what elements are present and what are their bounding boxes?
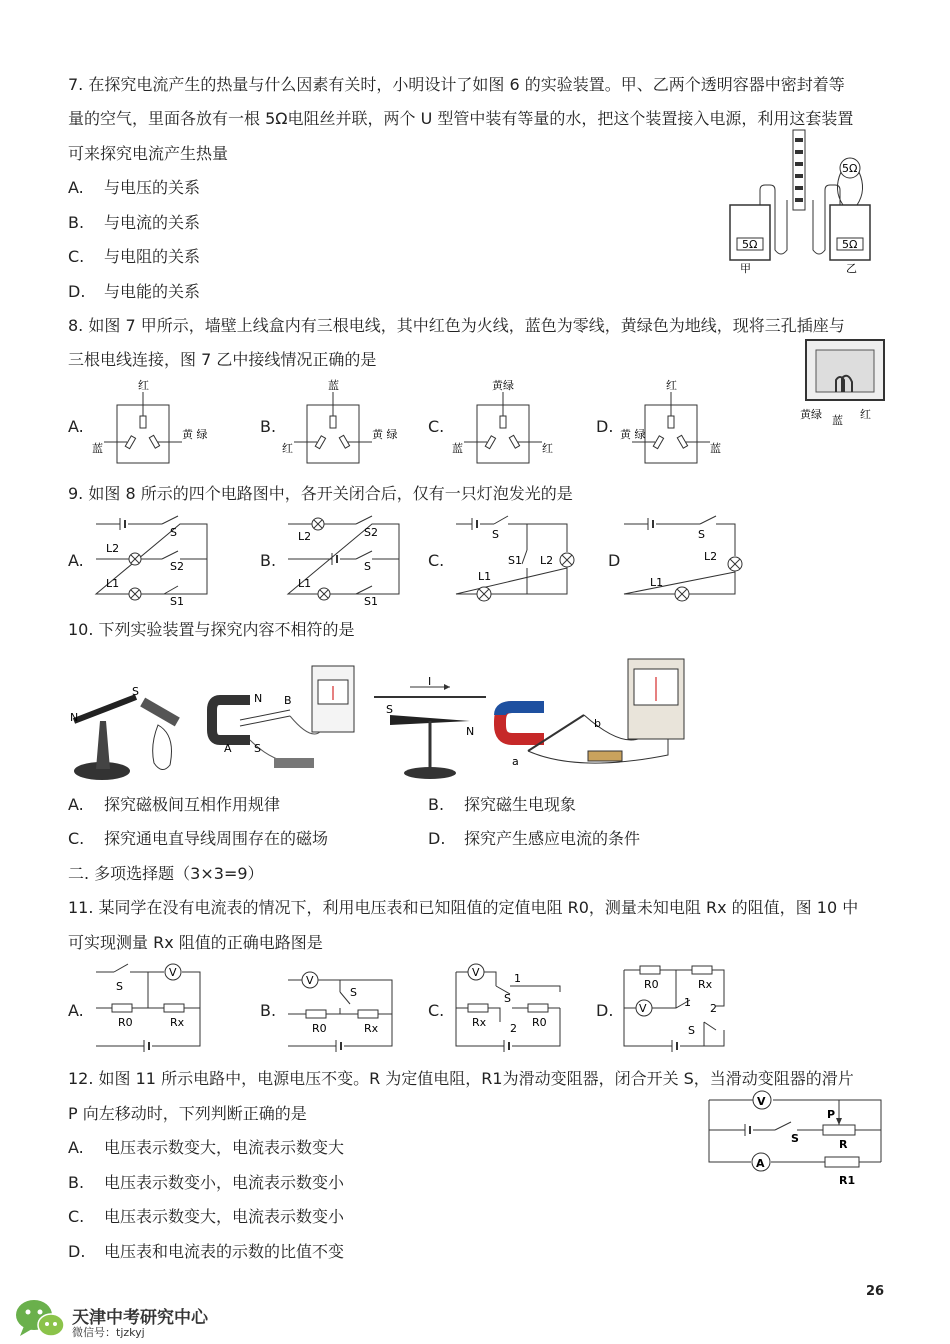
q11-d-label-rx: Rx [698, 978, 713, 991]
q12-figure [705, 1090, 890, 1190]
q7-resistor-top-label: 5Ω [842, 162, 858, 175]
q8-socket-b-right: 黄 绿 [372, 428, 398, 441]
q9-b-label-s: S [364, 560, 371, 573]
q8-option-b-letter: B. [260, 417, 277, 436]
q10-fig2-a: A [224, 742, 232, 755]
q11-c-label-2: 2 [510, 1022, 517, 1035]
q12-label-v: V [757, 1095, 766, 1108]
q11-stem-line2: 可实现测量 Rx 阻值的正确电路图是 [68, 933, 323, 952]
q10-fig2-n: N [254, 692, 263, 705]
q9-a-label-l2: L2 [106, 542, 120, 555]
q11-circuit-c [452, 962, 567, 1057]
q10-option-a: A. 探究磁极间互相作用规律 [68, 795, 281, 814]
q8-socket-a-left: 蓝 [92, 442, 103, 455]
q9-circuit-d [620, 512, 750, 607]
q9-stem: 9. 如图 8 所示的四个电路图中，各开关闭合后，仅有一只灯泡发光的是 [68, 484, 573, 503]
q9-option-b-letter: B. [260, 551, 277, 570]
q11-d-label-v: V [639, 1002, 647, 1015]
q9-b-label-s2: S2 [364, 526, 378, 539]
q11-b-label-r0: R0 [312, 1022, 327, 1035]
q11-d-label-1: 1 [684, 996, 691, 1009]
q8-socket-a [92, 379, 208, 470]
q11-b-label-rx: Rx [364, 1022, 379, 1035]
q10-stem: 10. 下列实验装置与探究内容不相符的是 [68, 620, 355, 639]
q8-socket-a-right: 黄 绿 [182, 428, 208, 441]
q11-a-label-r0: R0 [118, 1016, 133, 1029]
q9-c-label-l2: L2 [540, 554, 554, 567]
q9-a-label-s: S [170, 526, 177, 539]
q7-stem-line2: 量的空气，里面各放有一根 5Ω电阻丝并联，两个 U 型管中装有等量的水，把这个装置接入电源，利用这套装置 [68, 109, 854, 128]
q10-figure-induction [498, 655, 698, 775]
q8-option-c-letter: C. [428, 417, 445, 436]
footer-wechat-id: 微信号：tjzkyj [72, 1326, 145, 1339]
q11-option-b-letter: B. [260, 1001, 277, 1020]
q9-d-label-l1: L1 [650, 576, 664, 589]
q8-socket-d [620, 380, 730, 470]
q9-circuit-c [452, 512, 582, 607]
q10-option-c: C. 探究通电直导线周围存在的磁场 [68, 829, 329, 848]
q8-socket-b-top: 蓝 [328, 379, 339, 392]
q9-b-label-l2: L2 [298, 530, 312, 543]
q9-option-c-letter: C. [428, 551, 445, 570]
q11-a-label-s: S [116, 980, 123, 993]
q12-label-p: P [827, 1108, 836, 1121]
q11-circuit-d [620, 962, 735, 1057]
q11-d-label-2: 2 [710, 1002, 717, 1015]
q11-d-label-r0: R0 [644, 978, 659, 991]
q7-label-jia: 甲 [740, 262, 751, 275]
q10-option-d: D. 探究产生感应电流的条件 [428, 829, 641, 848]
q8-box-label-red: 红 [860, 408, 871, 421]
q11-c-label-s: S [504, 992, 511, 1005]
q10-fig4-b: b [594, 717, 601, 730]
q12-option-a: A. 电压表示数变大，电流表示数变大 [68, 1138, 345, 1157]
q8-socket-c-left: 蓝 [452, 442, 463, 455]
q11-a-label-v: V [169, 966, 177, 979]
q7-option-d: D. 与电能的关系 [68, 282, 201, 301]
q12-option-c: C. 电压表示数变大，电流表示数变小 [68, 1207, 345, 1226]
q7-option-a: A. 与电压的关系 [68, 178, 201, 197]
q11-option-c-letter: C. [428, 1001, 445, 1020]
q8-box-label-blue: 蓝 [832, 414, 843, 427]
q8-socket-d-top: 红 [666, 379, 677, 392]
page-number: 26 [866, 1284, 885, 1299]
q11-circuit-b [284, 962, 399, 1057]
q11-c-label-v: V [472, 966, 480, 979]
q8-box-label-yellow-green: 黄绿 [800, 408, 822, 421]
q8-option-d-letter: D. [596, 417, 614, 436]
q8-socket-b-left: 红 [282, 442, 293, 455]
q9-c-label-l1: L1 [478, 570, 492, 583]
q12-option-b: B. 电压表示数变小，电流表示数变小 [68, 1173, 345, 1192]
q12-label-r: R [839, 1138, 848, 1151]
q10-fig1-s: S [132, 685, 139, 698]
q7-stem-line1: 7. 在探究电流产生的热量与什么因素有关时，小明设计了如图 6 的实验装置。甲、乙两个透明容器中密封着等 [68, 75, 845, 94]
q10-option-b: B. 探究磁生电现象 [428, 795, 577, 814]
q8-stem-line2: 三根电线连接，图 7 乙中接线情况正确的是 [68, 350, 377, 369]
q11-c-label-rx: Rx [472, 1016, 487, 1029]
q9-c-label-s: S [492, 528, 499, 541]
q8-socket-c-top: 黄绿 [492, 379, 514, 392]
q7-resistor-left-label: 5Ω [742, 238, 758, 251]
q11-circuit-a [92, 962, 207, 1057]
q10-fig4-a: a [512, 755, 519, 768]
q8-stem-line1: 8. 如图 7 甲所示，墙壁上线盒内有三根电线，其中红色为火线，蓝色为零线，黄绿色为地线，现将三孔插座与 [68, 316, 845, 335]
q8-socket-c [452, 380, 562, 470]
q9-a-label-s1: S1 [170, 595, 184, 608]
q12-label-s: S [791, 1132, 799, 1145]
q11-c-label-r0: R0 [532, 1016, 547, 1029]
q11-option-d-letter: D. [596, 1001, 614, 1020]
q11-option-a-letter: A. [68, 1001, 84, 1020]
q11-c-label-1: 1 [514, 972, 521, 985]
q12-label-r1: R1 [839, 1174, 856, 1187]
q10-figure-galvanometer-rail [210, 660, 360, 780]
q9-c-label-s1: S1 [508, 554, 522, 567]
q12-stem-line2: P 向左移动时，下列判断正确的是 [68, 1104, 307, 1123]
q10-fig3-s: S [386, 703, 393, 716]
q9-d-label-l2: L2 [704, 550, 718, 563]
q12-stem-line1: 12. 如图 11 所示电路中，电源电压不变。R 为定值电阻，R1为滑动变阻器，闭合开关 S，当滑动变阻器的滑片 [68, 1069, 854, 1088]
q7-option-c: C. 与电阻的关系 [68, 247, 201, 266]
q10-fig3-i: I [428, 675, 432, 688]
q11-stem-line1: 11. 某同学在没有电流表的情况下，利用电压表和已知阻值的定值电阻 R0，测量未知电阻 Rx 的阻值，图 10 中 [68, 898, 859, 917]
q10-fig1-n: N [70, 711, 79, 724]
q9-circuit-a [92, 512, 212, 607]
q10-figure-compass-magnet [66, 685, 206, 785]
q9-a-label-l1: L1 [106, 577, 120, 590]
q8-socket-c-right: 红 [542, 442, 553, 455]
q8-socket-a-top: 红 [138, 379, 149, 392]
q10-fig3-n: N [466, 725, 475, 738]
q8-socket-d-right: 蓝 [710, 442, 721, 455]
q8-socket-d-left: 黄 绿 [620, 428, 646, 441]
q11-b-label-v: V [306, 974, 314, 987]
section-2-heading: 二. 多项选择题（3×3=9） [68, 864, 264, 883]
q9-option-a-letter: A. [68, 551, 84, 570]
q9-circuit-b [284, 512, 404, 607]
q7-resistor-right-label: 5Ω [842, 238, 858, 251]
q11-d-label-s: S [688, 1024, 695, 1037]
footer-title: 天津中考研究中心 [72, 1308, 208, 1328]
q7-stem-line3: 可来探究电流产生热量 [68, 144, 229, 163]
q7-label-yi: 乙 [846, 262, 857, 275]
q9-b-label-l1: L1 [298, 577, 312, 590]
q10-figure-wire-compass [370, 675, 490, 785]
q9-b-label-s1: S1 [364, 595, 378, 608]
q9-d-label-s: S [698, 528, 705, 541]
q11-a-label-rx: Rx [170, 1016, 185, 1029]
q12-label-a: A [756, 1157, 765, 1170]
q7-option-b: B. 与电流的关系 [68, 213, 201, 232]
q10-fig2-s: S [254, 742, 261, 755]
q11-b-label-s: S [350, 986, 357, 999]
q9-option-d-letter: D [608, 551, 621, 570]
q10-fig2-b: B [284, 694, 292, 707]
q8-wall-box-figure [798, 338, 888, 428]
wechat-logo-icon [14, 1298, 66, 1340]
q7-figure [715, 130, 875, 280]
q8-socket-b [282, 379, 398, 470]
q12-option-d: D. 电压表和电流表的示数的比值不变 [68, 1242, 345, 1261]
q8-option-a-letter: A. [68, 417, 84, 436]
q9-a-label-s2: S2 [170, 560, 184, 573]
